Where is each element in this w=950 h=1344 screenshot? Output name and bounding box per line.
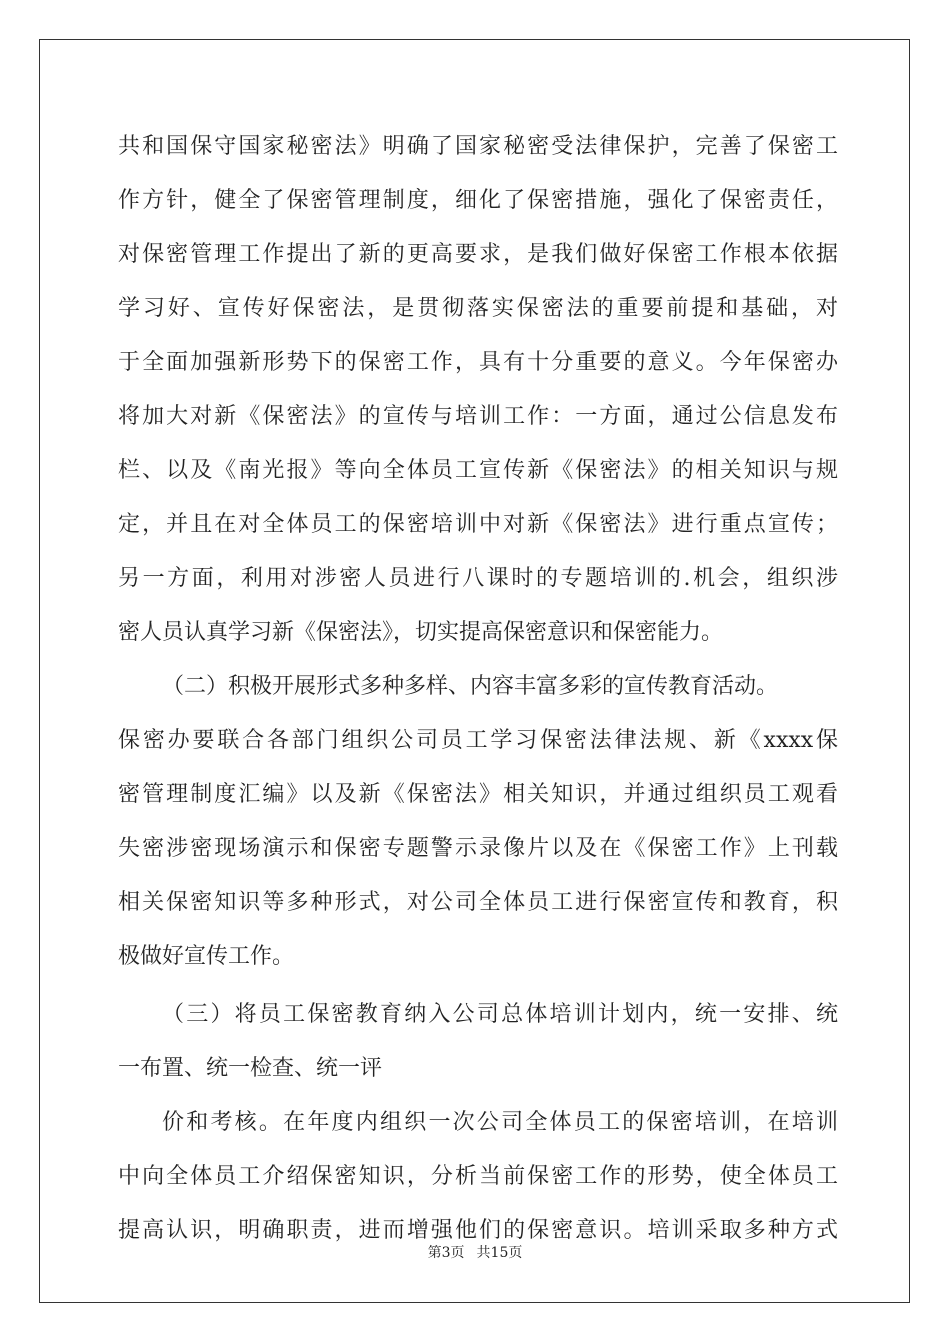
text-line: 密管理制度汇编》以及新《保密法》相关知识，并通过组织员工观看 [118, 782, 838, 807]
page-footer [0, 1243, 950, 1263]
page-number-current: 第3页 [427, 1245, 465, 1261]
text-line: 失密涉密现场演示和保密专题警示录像片以及在《保密工作》上刊载 [118, 836, 838, 861]
text-line: 对保密管理工作提出了新的更高要求，是我们做好保密工作根本依据 [118, 242, 838, 267]
text-line: 将加大对新《保密法》的宣传与培训工作：一方面，通过公信息发布 [118, 404, 838, 429]
page-number-total: 共15页 [476, 1245, 523, 1261]
text-line: 极做好宣传工作。 [118, 944, 295, 969]
text-line: 提高认识，明确职责，进而增强他们的保密意识。培训采取多种方式 [118, 1218, 838, 1243]
text-line: 共和国保守国家秘密法》明确了国家秘密受法律保护，完善了保密工 [118, 134, 838, 159]
text-line: 密人员认真学习新《保密法》，切实提高保密意识和保密能力。 [118, 620, 724, 645]
text-line: 作方针，健全了保密管理制度，细化了保密措施，强化了保密责任， [118, 188, 838, 213]
text-line: 中向全体员工介绍保密知识，分析当前保密工作的形势，使全体员工 [118, 1164, 838, 1189]
section-heading: （三）将员工保密教育纳入公司总体培训计划内，统一安排、统 [162, 1002, 838, 1027]
text-line: 价和考核。在年度内组织一次公司全体员工的保密培训，在培训 [162, 1110, 838, 1135]
text-line: 栏、以及《南光报》等向全体员工宣传新《保密法》的相关知识与规 [118, 458, 838, 483]
text-line: 保密办要联合各部门组织公司员工学习保密法律法规、新《xxxx保 [118, 728, 838, 753]
text-line: 相关保密知识等多种形式，对公司全体员工进行保密宣传和教育，积 [118, 890, 838, 915]
section-heading: （二）积极开展形式多种多样、内容丰富多彩的宣传教育活动。 [162, 674, 779, 699]
text-line: 定，并且在对全体员工的保密培训中对新《保密法》进行重点宣传； [118, 512, 838, 537]
text-line: 学习好、宣传好保密法，是贯彻落实保密法的重要前提和基础，对 [118, 296, 838, 321]
text-line: 一布置、统一检查、统一评 [118, 1056, 383, 1081]
text-line: 于全面加强新形势下的保密工作，具有十分重要的意义。今年保密办 [118, 350, 838, 375]
text-line: 另一方面，利用对涉密人员进行八课时的专题培训的.机会，组织涉 [118, 566, 838, 591]
